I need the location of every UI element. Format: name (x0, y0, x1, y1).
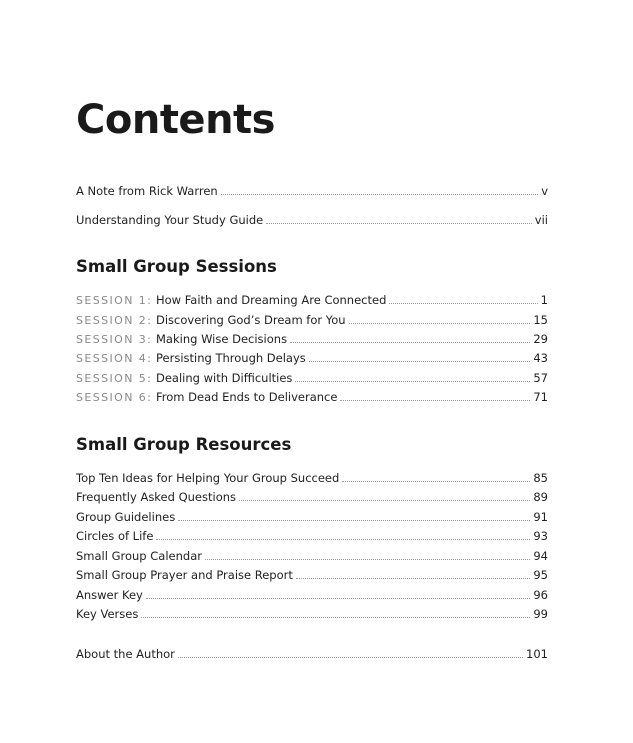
session-number: SESSION 3: (76, 333, 153, 346)
toc-entry-resource-7[interactable] (76, 586, 548, 601)
session-number: SESSION 1: (76, 294, 153, 307)
section-heading-sessions: Small Group Sessions (76, 257, 277, 276)
dot-leader (205, 559, 530, 560)
toc-entry-back-1[interactable] (76, 645, 548, 660)
dot-leader (221, 194, 538, 195)
toc-entry-label: Small Group Calendar (76, 548, 202, 563)
toc-entry-page: 95 (533, 567, 548, 582)
toc-entry-label: Persisting Through Delays (156, 350, 306, 365)
toc-entry-resource-1[interactable] (76, 469, 548, 484)
toc-entry-page: 101 (526, 646, 548, 661)
toc-entry-page: 1 (540, 292, 548, 307)
session-number: SESSION 6: (76, 391, 153, 404)
dot-leader (178, 657, 523, 658)
session-number: SESSION 5: (76, 372, 153, 385)
toc-entry-front-2[interactable] (76, 211, 548, 226)
session-number: SESSION 2: (76, 314, 153, 327)
toc-entry-resource-3[interactable] (76, 508, 548, 523)
toc-entry-resource-4[interactable] (76, 527, 548, 542)
toc-entry-label: Key Verses (76, 606, 139, 621)
toc-entry-resource-6[interactable] (76, 566, 548, 581)
toc-entry-page: 29 (533, 331, 548, 346)
toc-entry-front-1[interactable] (76, 182, 548, 197)
dot-leader (156, 539, 530, 540)
page-title: Contents (76, 97, 275, 143)
toc-entry-label: Dealing with Difficulties (156, 370, 293, 385)
toc-entry-label: Circles of Life (76, 528, 154, 543)
toc-entry-label: Small Group Prayer and Praise Report (76, 567, 293, 582)
dot-leader (266, 223, 532, 224)
toc-entry-page: 43 (533, 350, 548, 365)
toc-entry-page: v (541, 183, 548, 198)
toc-entry-label: About the Author (76, 646, 175, 661)
toc-entry-session-1[interactable] (76, 291, 548, 306)
toc-entry-page: 91 (533, 509, 548, 524)
dot-leader (349, 323, 531, 324)
dot-leader (178, 520, 530, 521)
toc-entry-label: How Faith and Dreaming Are Connected (156, 292, 387, 307)
toc-entry-page: 15 (533, 312, 548, 327)
dot-leader (389, 303, 537, 304)
toc-entry-page: 85 (533, 470, 548, 485)
dot-leader (340, 400, 530, 401)
toc-entry-label: Making Wise Decisions (156, 331, 288, 346)
dot-leader (290, 342, 530, 343)
toc-entry-session-5[interactable] (76, 369, 548, 384)
toc-entry-label: A Note from Rick Warren (76, 183, 218, 198)
toc-entry-page: 94 (533, 548, 548, 563)
toc-entry-label: Group Guidelines (76, 509, 176, 524)
toc-entry-label: Frequently Asked Questions (76, 489, 237, 504)
dot-leader (141, 617, 530, 618)
toc-entry-session-3[interactable] (76, 330, 548, 345)
toc-entry-label: Understanding Your Study Guide (76, 212, 264, 227)
toc-entry-session-6[interactable] (76, 388, 548, 403)
toc-entry-page: 57 (533, 370, 548, 385)
session-number: SESSION 4: (76, 352, 153, 365)
toc-entry-page: 99 (533, 606, 548, 621)
dot-leader (146, 598, 530, 599)
toc-entry-label: From Dead Ends to Deliverance (156, 389, 338, 404)
dot-leader (239, 500, 530, 501)
toc-entry-page: 93 (533, 528, 548, 543)
dot-leader (295, 381, 530, 382)
dot-leader (342, 481, 530, 482)
toc-entry-session-4[interactable] (76, 349, 548, 364)
toc-entry-resource-8[interactable] (76, 605, 548, 620)
toc-entry-resource-5[interactable] (76, 547, 548, 562)
toc-entry-page: 89 (533, 489, 548, 504)
toc-entry-label: Answer Key (76, 587, 143, 602)
toc-entry-page: vii (534, 212, 548, 227)
toc-entry-label: Top Ten Ideas for Helping Your Group Succeed (76, 470, 340, 485)
dot-leader (296, 578, 530, 579)
toc-entry-session-2[interactable] (76, 311, 548, 326)
toc-entry-resource-2[interactable] (76, 488, 548, 503)
toc-entry-page: 71 (533, 389, 548, 404)
dot-leader (309, 361, 531, 362)
toc-entry-page: 96 (533, 587, 548, 602)
section-heading-resources: Small Group Resources (76, 435, 292, 454)
toc-entry-label: Discovering God’s Dream for You (156, 312, 346, 327)
